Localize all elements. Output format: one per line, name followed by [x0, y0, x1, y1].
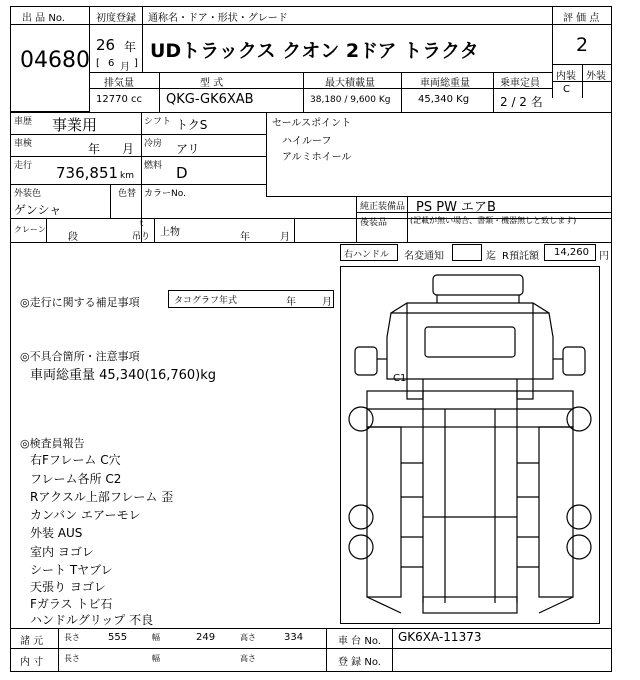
steering-value: 右ハンドル [344, 250, 390, 260]
reg-year-unit: 年 [124, 40, 137, 54]
max-load-value: 38,180 / 9,600 Kg [310, 95, 391, 105]
vehicle-diagram [340, 266, 600, 624]
history-label: 車歴 [14, 117, 33, 127]
inspector-label: ◎検査員報告 [20, 437, 85, 450]
score-label: 評 価 点 [563, 13, 600, 24]
tacho-label: タコグラフ年式 [174, 296, 238, 306]
inner-dims-label: 内 寸 [20, 657, 44, 668]
reg-month: 6 [108, 58, 115, 69]
damage-mark-c1: C1 [393, 373, 407, 384]
capacity-label: 乗車定員 [500, 78, 540, 89]
recycle-label: R預託額 [502, 251, 539, 262]
upper-year-unit: 年 [240, 232, 250, 243]
max-load-label: 最大積載量 [325, 78, 375, 89]
history-value: 事業用 [52, 116, 98, 134]
displacement-label: 排気量 [104, 78, 134, 89]
mileage-value: 736,851 [56, 164, 119, 182]
inspector-line-3: Rアクスル上部フレーム 歪 [30, 490, 174, 504]
reg-month-close: ] [134, 58, 138, 69]
model-label: 通称名・ドア・形状・グレード [148, 13, 288, 24]
sales-point-1: ハイルーフ [282, 136, 332, 147]
sales-point-2: アルミホイール [282, 152, 352, 163]
crane-ton-unit: t [140, 219, 144, 228]
aftermarket-label: 後装品 [360, 218, 388, 228]
inspector-line-8: 天張り ヨゴレ [30, 580, 106, 594]
chassis-value: GK6XA-11373 [398, 630, 482, 644]
inner-height-label: 高さ [240, 654, 256, 663]
shift-label: シフト [144, 117, 172, 127]
color-no-label: 色替 [118, 189, 137, 199]
displacement-value: 12770 cc [96, 94, 142, 105]
model-name: UDトラックス クオン 2ドア トラクタ [150, 40, 479, 62]
name-change-box [452, 244, 482, 261]
shift-value: トクS [176, 118, 208, 132]
ac-label: 冷房 [144, 139, 163, 149]
defects-label: ◎不具合箇所・注意事項 [20, 350, 140, 363]
inspection-month-unit: 月 [122, 142, 135, 156]
gross-weight-note: 車両総重量 45,340(16,760)kg [30, 368, 217, 383]
height-value: 334 [284, 632, 304, 643]
type-label: 型 式 [200, 78, 224, 89]
color-code-label: カラーNo. [144, 189, 186, 199]
driving-notes-label: ◎走行に関する補足事項 [20, 296, 140, 309]
deadline-label: 迄 [486, 251, 496, 262]
recycle-amount: 14,260 [554, 247, 589, 258]
inspector-line-10: ハンドルグリップ 不良 [30, 613, 154, 627]
inspector-line-1: 右Fフレーム C穴 [30, 453, 121, 467]
inner-length-label: 長さ [64, 654, 80, 663]
reg-month-unit: 月 [120, 62, 130, 73]
mileage-label: 走行 [14, 161, 33, 171]
tacho-month-unit: 月 [322, 297, 332, 308]
truck-outline [341, 267, 599, 623]
chassis-label: 車 台 No. [338, 636, 381, 647]
upper-label: 上物 [160, 227, 180, 238]
inspector-line-9: Fガラス トビ石 [30, 597, 113, 611]
crane-stage-unit: 段 [68, 232, 78, 243]
ac-value: アリ [176, 142, 200, 156]
std-equipment-value: PS PW エアB [416, 200, 496, 215]
aftermarket-note: (記載が無い場合、書類・機器無しと致します) [410, 216, 577, 225]
inspector-line-6: 室内 ヨゴレ [30, 545, 94, 559]
recycle-yen: 円 [599, 251, 609, 262]
registration-label: 登 録 No. [338, 657, 381, 668]
gross-weight-label: 車両総重量 [420, 78, 470, 89]
inspector-line-2: フレーム各所 C2 [30, 472, 122, 486]
length-label: 長さ [64, 633, 80, 642]
upper-month-unit: 月 [280, 232, 290, 243]
width-label: 幅 [152, 633, 160, 642]
height-label: 高さ [240, 633, 256, 642]
inspection-year-unit: 年 [88, 142, 101, 156]
inspector-line-4: カンバン エアーモレ [30, 508, 141, 522]
crane-label: クレーン [14, 225, 46, 234]
type-value: QKG-GK6XAB [166, 92, 254, 107]
exterior-label: 外装 [586, 71, 606, 82]
fuel-value: D [176, 164, 188, 182]
capacity-value: 2 / 2 名 [500, 95, 543, 109]
interior-label: 内装 [556, 71, 576, 82]
std-equipment-label: 純正装備品 [360, 202, 406, 212]
sales-points-label: セールスポイント [272, 118, 352, 129]
mileage-unit: km [120, 171, 134, 181]
fuel-label: 燃料 [144, 161, 163, 171]
length-value: 555 [108, 632, 128, 643]
inspection-label: 車検 [14, 139, 33, 149]
reg-month-open: [ [96, 58, 100, 69]
crane-lift-unit: 吊り [132, 232, 151, 242]
score-value: 2 [576, 34, 589, 56]
reg-year: 26 [96, 36, 116, 54]
lot-label: 出 品 No. [22, 13, 65, 24]
exterior-color-value: ゲンシャ [14, 203, 62, 217]
width-value: 249 [196, 632, 216, 643]
tacho-year-unit: 年 [286, 297, 296, 308]
gross-weight-value: 45,340 Kg [418, 94, 470, 105]
specs-label: 諸 元 [20, 636, 44, 647]
name-change-label: 名変通知 [404, 251, 444, 262]
lot-number: 04680 [20, 48, 90, 73]
first-reg-label: 初度登録 [96, 13, 136, 24]
inspector-line-7: シート Tヤブレ [30, 563, 113, 577]
interior-grade: C [563, 84, 570, 95]
inner-width-label: 幅 [152, 654, 160, 663]
exterior-color-label: 外装色 [14, 189, 42, 199]
inspector-line-5: 外装 AUS [30, 526, 83, 540]
